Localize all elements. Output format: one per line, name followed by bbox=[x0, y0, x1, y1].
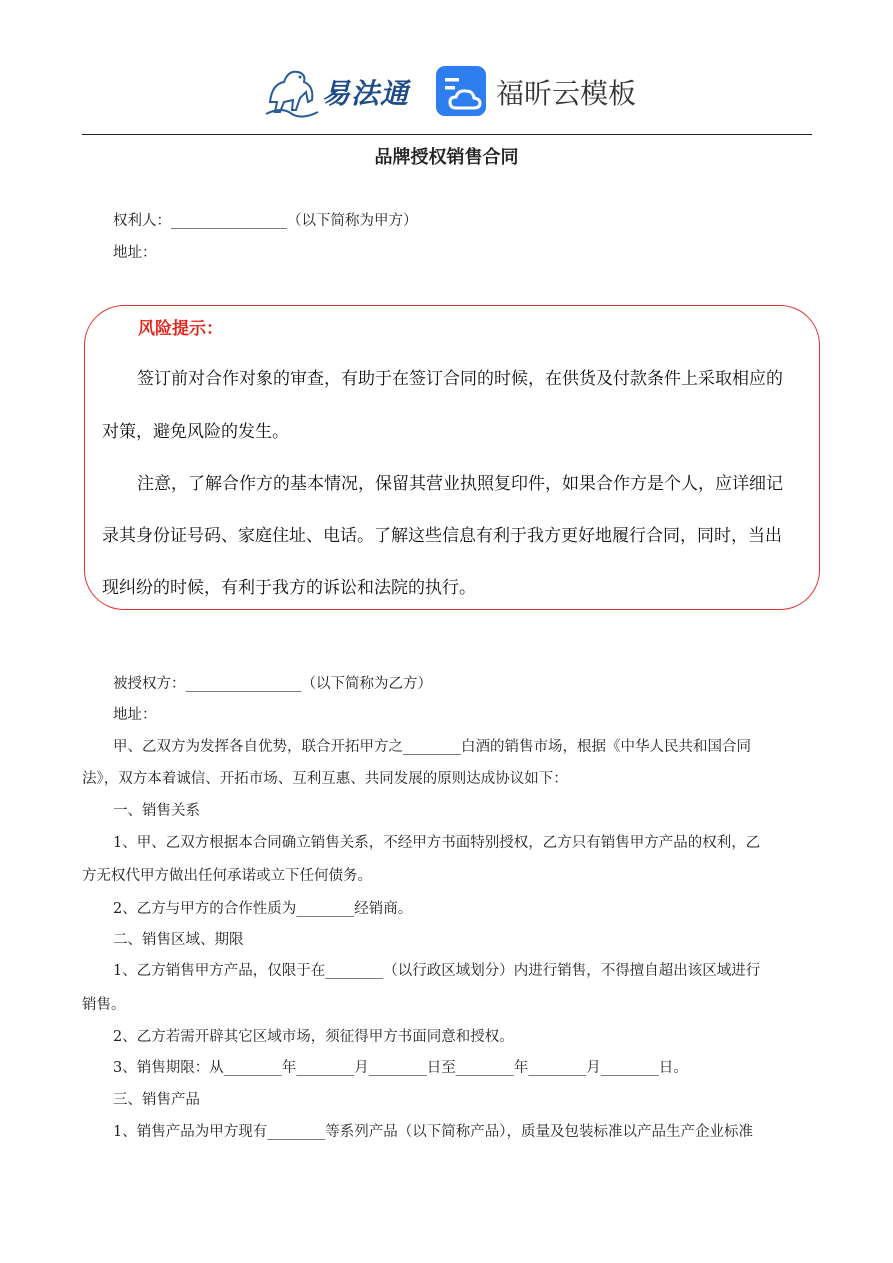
risk-line: 现纠纷的时候，有利于我方的诉讼和法院的执行。 bbox=[102, 578, 476, 598]
party-a-blank: ________________ bbox=[171, 213, 287, 229]
body-line: 2、乙方若需开辟其它区域市场，须征得甲方书面同意和授权。 bbox=[113, 1029, 514, 1045]
risk-line: 签订前对合作对象的审查，有助于在签订合同的时候，在供货及付款条件上采取相应的 bbox=[137, 369, 783, 389]
section-heading: 一、销售关系 bbox=[113, 803, 200, 819]
risk-line: 对策，避免风险的发生。 bbox=[102, 422, 289, 442]
body-line: 1、销售产品为甲方现有________等系列产品（以下简称产品），质量及包装标准以产品生产企业标准 bbox=[113, 1124, 753, 1140]
body-line: 法》，双方本着诚信、开拓市场、互利互惠、共同发展的原则达成协议如下： bbox=[82, 771, 568, 787]
risk-notice-box bbox=[84, 305, 820, 610]
foxit-cloud-icon bbox=[436, 66, 486, 116]
qilin-icon bbox=[262, 62, 322, 120]
header bbox=[0, 58, 893, 128]
risk-notice-title: 风险提示： bbox=[138, 319, 223, 339]
party-a-line bbox=[113, 211, 418, 231]
body-line: 地址： bbox=[113, 707, 157, 723]
risk-line: 注意，了解合作方的基本情况，保留其营业执照复印件，如果合作方是个人，应详细记 bbox=[137, 474, 783, 494]
body-line: 方无权代甲方做出任何承诺或立下任何债务。 bbox=[82, 868, 372, 884]
body-line: 甲、乙双方为发挥各自优势，联合开拓甲方之________白酒的销售市场，根据《中华人民共和国合同 bbox=[113, 739, 751, 755]
foxit-logo-text: 福昕云模板 bbox=[496, 77, 637, 110]
party-a-address: 地址： bbox=[113, 245, 157, 261]
party-a-note: （以下简称为甲方） bbox=[287, 213, 418, 229]
document-title: 品牌授权销售合同 bbox=[374, 147, 519, 168]
yifatong-logo-text: 易法通 bbox=[322, 77, 410, 110]
body-line: 销售。 bbox=[82, 997, 126, 1013]
body-line: 3、销售期限：从________年________月________日至________年________月________日。 bbox=[113, 1060, 688, 1076]
yifatong-logo bbox=[262, 62, 412, 120]
header-divider bbox=[82, 134, 812, 135]
party-a-label: 权利人： bbox=[113, 213, 171, 229]
risk-line: 录其身份证号码、家庭住址、电话。了解这些信息有利于我方更好地履行合同，同时，当出 bbox=[102, 526, 782, 546]
section-heading: 三、销售产品 bbox=[113, 1092, 200, 1108]
body-line: 被授权方：________________（以下简称为乙方） bbox=[113, 676, 432, 692]
body-line: 2、乙方与甲方的合作性质为________经销商。 bbox=[113, 901, 413, 917]
body-line: 1、乙方销售甲方产品，仅限于在________（以行政区域划分）内进行销售，不得擅自超出该区域进行 bbox=[113, 963, 761, 979]
body-line: 1、甲、乙双方根据本合同确立销售关系，不经甲方书面特别授权，乙方只有销售甲方产品的权利，乙 bbox=[113, 835, 761, 851]
section-heading: 二、销售区域、期限 bbox=[113, 932, 244, 948]
